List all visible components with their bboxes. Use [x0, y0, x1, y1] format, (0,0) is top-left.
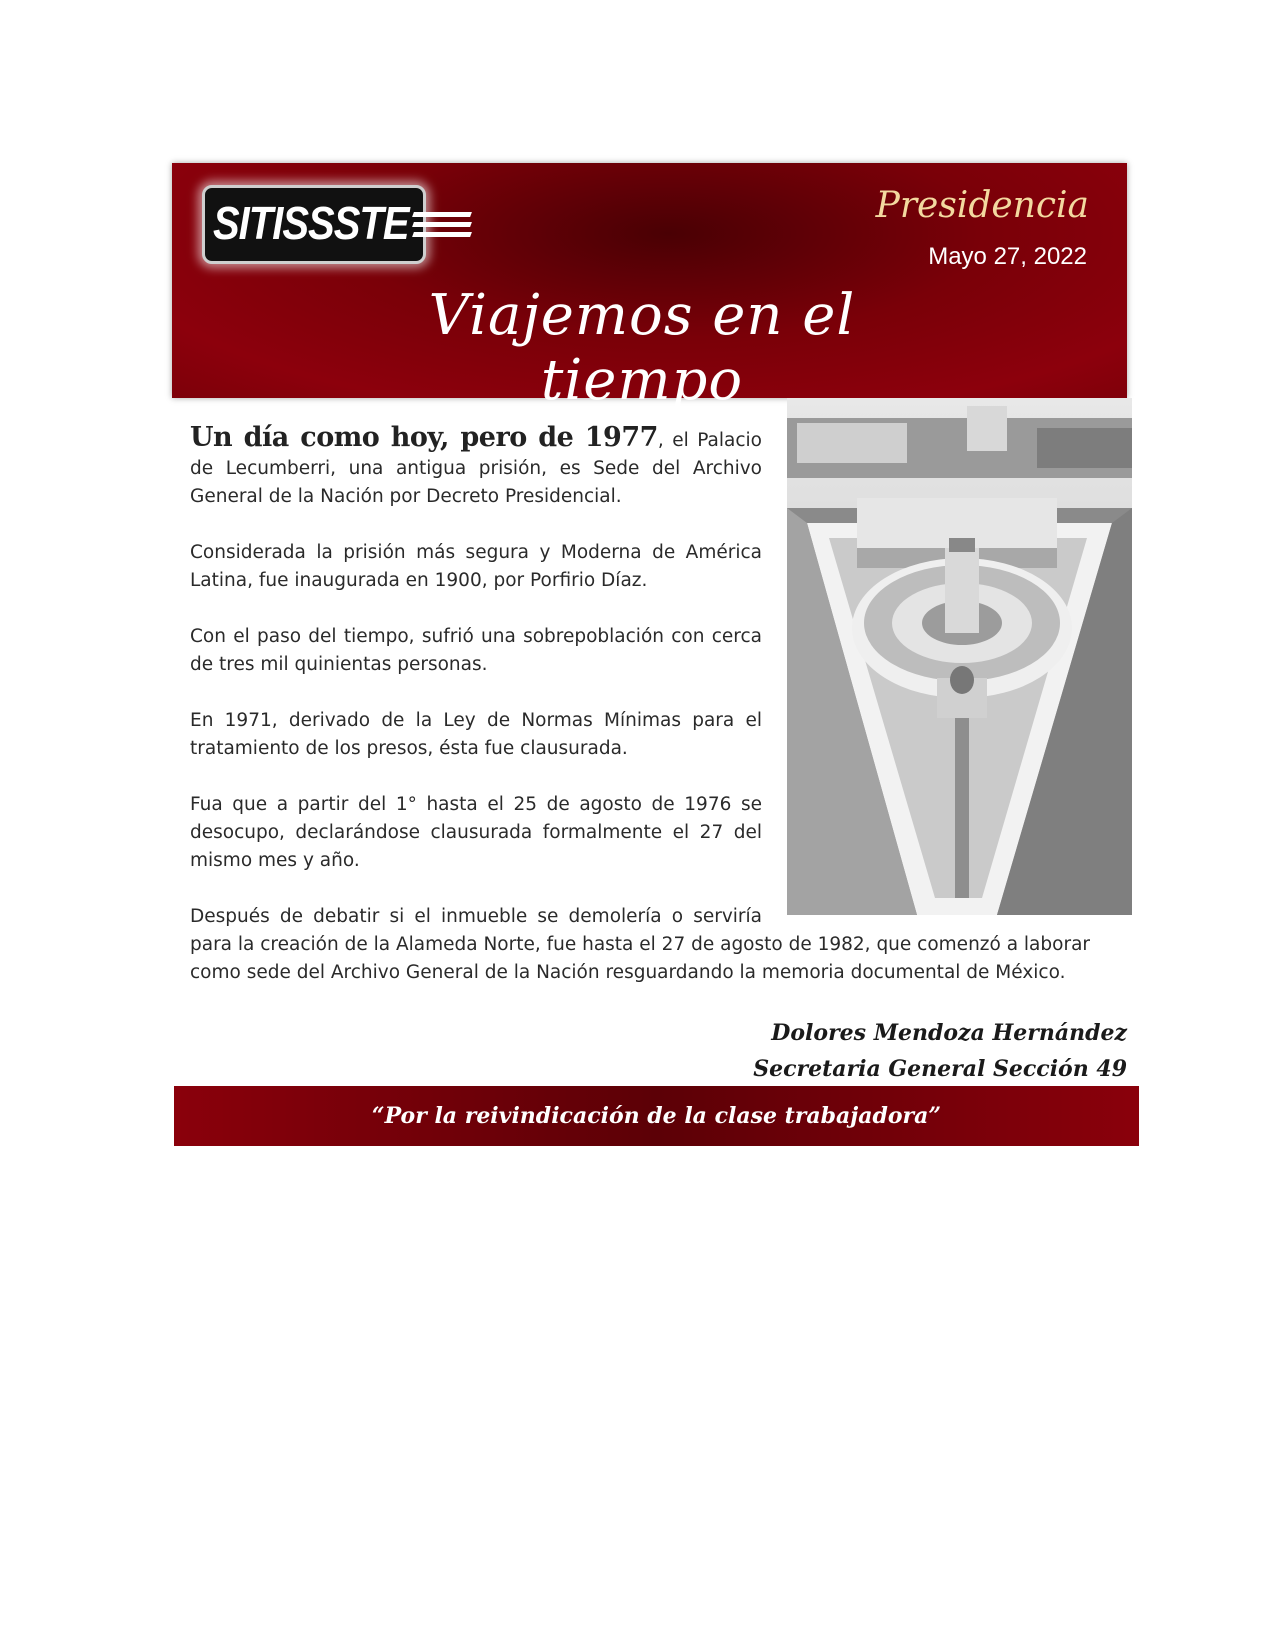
final-paragraph-first-line: Después de debatir si el inmueble se demolería o serviría [190, 906, 762, 927]
lead-paragraph [190, 424, 762, 511]
footer-banner [174, 1086, 1139, 1146]
sitissste-logo [202, 185, 426, 264]
paragraph-4: En 1971, derivado de la Ley de Normas Mínimas para el tratamiento de los presos, ésta fue clausurada. [190, 710, 762, 759]
page-title: Viajemos en el tiempo [428, 283, 856, 413]
signature-name: Dolores Mendoza Hernández [771, 1020, 1127, 1046]
final-paragraph-rest: para la creación de la Alameda Norte, fue hasta el 27 de agosto de 1982, que comenzó a laborar como sede del Archivo General de la Nación resguardando la memoria documental de México. [190, 934, 1091, 983]
lead-heading: Un día como hoy, pero de 1977 [190, 422, 658, 453]
lead-rest-text: , el Palacio de Lecumberri, una antigua prisión, es Sede del Archivo General de la Nación por Decreto Presidencial. [190, 430, 762, 507]
logo-stripes-icon [413, 212, 471, 237]
paragraph-3: Con el paso del tiempo, sufrió una sobrepoblación con cerca de tres mil quinientas personas. [190, 626, 762, 675]
date-label: Mayo 27, 2022 [928, 243, 1087, 270]
final-paragraph [190, 903, 1125, 987]
paragraph-2: Considerada la prisión más segura y Moderna de América Latina, fue inaugurada en 1900, por Porfirio Díaz. [190, 542, 762, 591]
logo-text: SITISSSTE [213, 198, 409, 250]
article-body [190, 424, 762, 903]
signature-position: Secretaria General Sección 49 [753, 1056, 1127, 1082]
signature-block [753, 1015, 1127, 1087]
footer-motto: “Por la reivindicación de la clase trabajadora” [371, 1103, 942, 1129]
header-banner [172, 163, 1127, 413]
paragraph-5: Fua que a partir del 1° hasta el 25 de agosto de 1976 se desocupo, declarándose clausurada formalmente el 27 del mismo mes y año. [190, 794, 762, 871]
department-label: Presidencia [875, 185, 1089, 226]
lecumberri-aerial-photo [787, 398, 1132, 915]
